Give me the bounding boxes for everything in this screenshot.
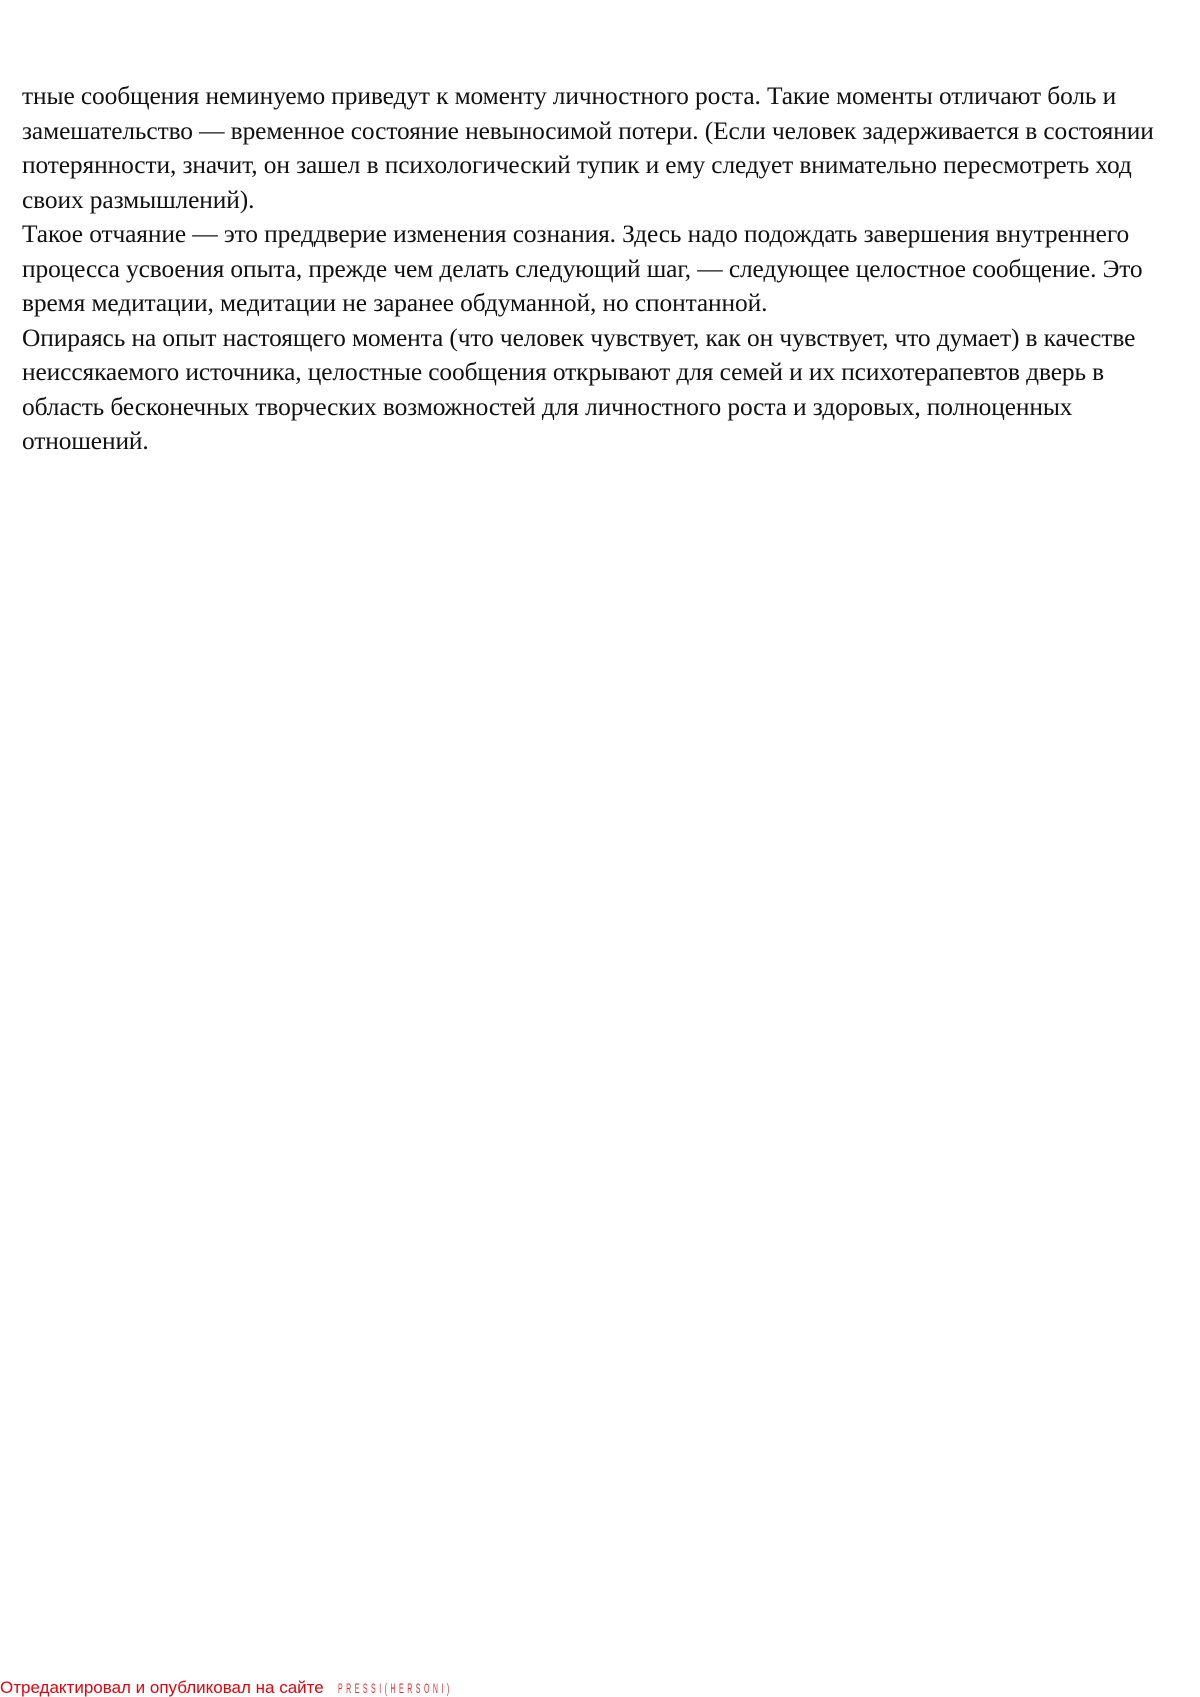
- site-logo: PRESSI(HERSONI): [337, 1679, 453, 1696]
- footer: [0, 1678, 567, 1697]
- document-body: [22, 79, 1187, 459]
- paragraph-1: тные сообщения неминуемо приведут к моменту личностного роста. Такие моменты отличают боль и замешательство — временное состояние невыносимой потери. (Если человек задерживается в состоянии потерянности, значит, он зашел в психологический тупик и ему следует внимательно пересмотреть ход своих размышлений).: [22, 82, 1154, 214]
- footer-credit-text: Отредактировал и опубликовал на сайте: [0, 1678, 324, 1697]
- paragraph-2: Такое отчаяние — это преддверие изменения сознания. Здесь надо подождать завершения внутреннего процесса усвоения опыта, прежде чем делать следующий шаг, — следующее целостное сообщение. Это время медитации, медитации не заранее обдуманной, но спонтанной.: [22, 220, 1143, 317]
- paragraph-3: Опираясь на опыт настоящего момента (что человек чувствует, как он чувствует, что думает) в качестве неиссякаемого источника, целостные сообщения открывают для семей и их психотерапевтов дверь в область бесконечных творческих возможностей для личностного роста и здоровых, полноценных отношений.: [22, 323, 1136, 455]
